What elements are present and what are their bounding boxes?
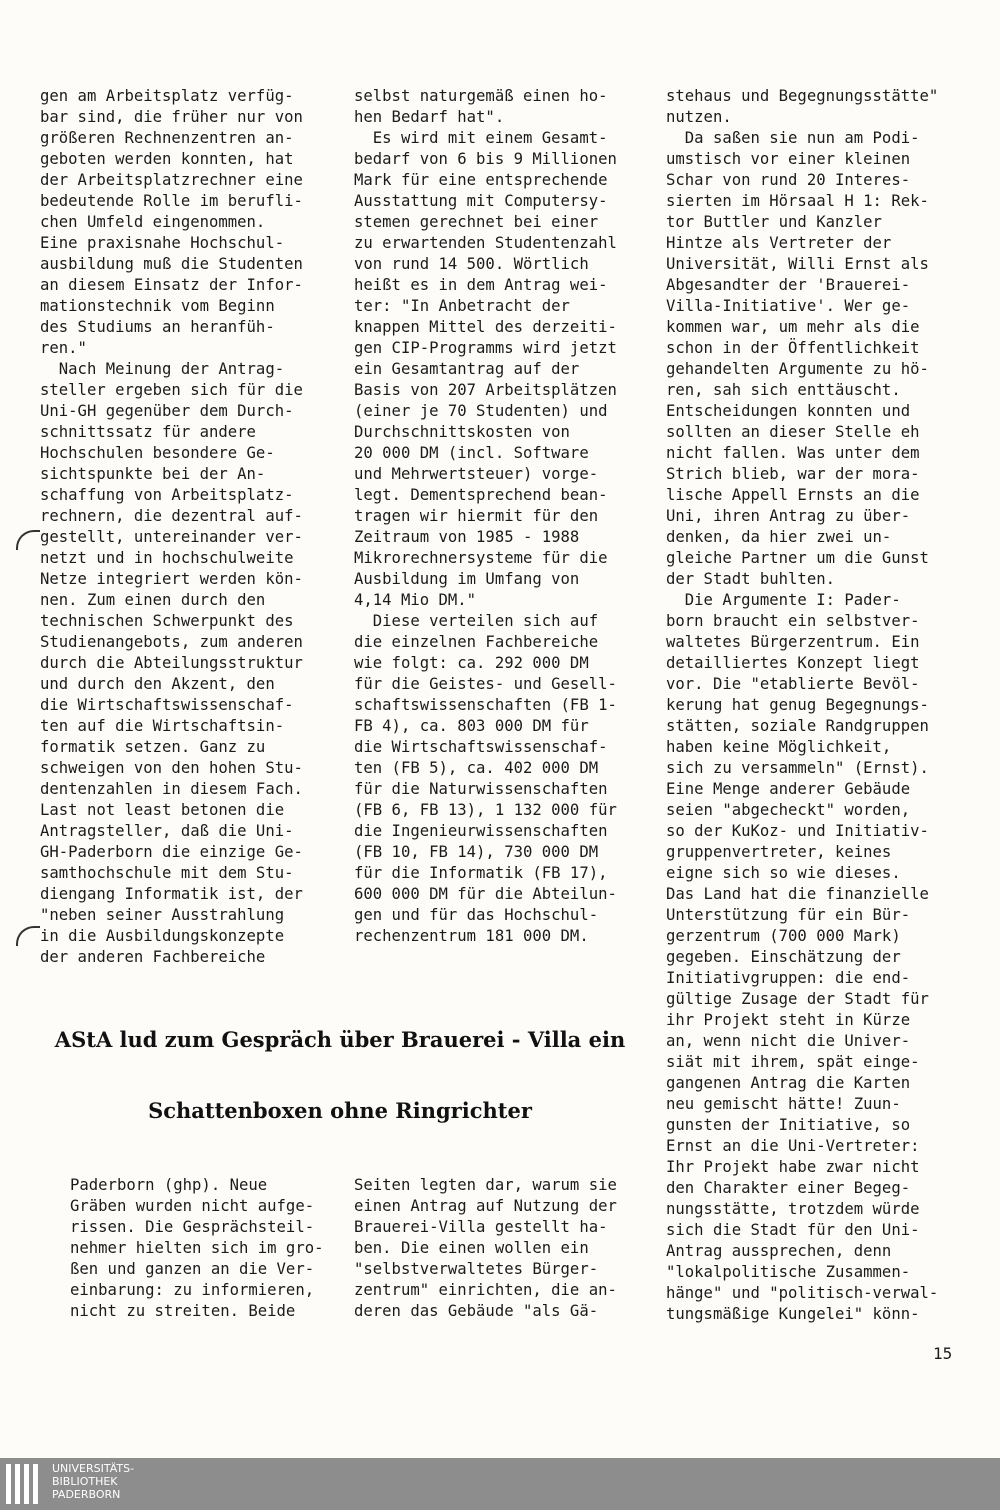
text-line: detailliertes Konzept liegt <box>666 654 920 672</box>
text-line: der anderen Fachbereiche <box>40 948 266 966</box>
text-line: nutzen. <box>666 108 732 126</box>
text-line: Antragsteller, daß die Uni- <box>40 822 294 840</box>
text-line: Basis von 207 Arbeitsplätzen <box>354 381 617 399</box>
text-line: "neben seiner Ausstrahlung <box>40 906 285 924</box>
text-line: denken, da hier zwei un- <box>666 528 892 546</box>
text-line: die Wirtschaftswissenschaf- <box>40 696 294 714</box>
text-line: technischen Schwerpunkt des <box>40 612 294 630</box>
library-name <box>52 1462 134 1501</box>
text-line: Schar von rund 20 Interes- <box>666 171 911 189</box>
text-line: Studienangebots, zum anderen <box>40 633 303 651</box>
text-line: ßen und ganzen an die Ver- <box>70 1260 315 1278</box>
text-line: "lokalpolitische Zusammen- <box>666 1263 911 1281</box>
text-line: gruppenvertreter, keines <box>666 843 892 861</box>
text-line: Da saßen sie nun am Podi- <box>666 129 920 147</box>
text-line: (FB 6, FB 13), 1 132 000 für <box>354 801 617 819</box>
text-line: Nach Meinung der Antrag- <box>40 360 285 378</box>
text-line: heißt es in dem Antrag wei- <box>354 276 608 294</box>
text-line: bedeutende Rolle im berufli- <box>40 192 303 210</box>
text-line: eigne sich so wie dieses. <box>666 864 901 882</box>
text-line: siät mit ihrem, spät einge- <box>666 1053 920 1071</box>
text-line: Gräben wurden nicht aufge- <box>70 1197 315 1215</box>
text-line: größeren Rechnenzentren an- <box>40 129 294 147</box>
text-line: für die Geistes- und Gesell- <box>354 675 617 693</box>
text-line: schweigen von den hohen Stu- <box>40 759 303 777</box>
text-line: wie folgt: ca. 292 000 DM <box>354 654 589 672</box>
text-line: chen Umfeld eingenommen. <box>40 213 266 231</box>
text-line: gen CIP-Programms wird jetzt <box>354 339 617 357</box>
text-line: Netze integriert werden kön- <box>40 570 303 588</box>
text-line: gültige Zusage der Stadt für <box>666 990 929 1008</box>
text-line: knappen Mittel des derzeiti- <box>354 318 617 336</box>
text-line: tungsmäßige Kungelei" könn- <box>666 1305 920 1323</box>
library-logo-icon <box>6 1464 46 1504</box>
text-line: so der KuKoz- und Initiativ- <box>666 822 929 840</box>
text-line: gleiche Partner um die Gunst <box>666 549 929 567</box>
text-line: haben keine Möglichkeit, <box>666 738 892 756</box>
text-line: Ausstattung mit Computersy- <box>354 192 608 210</box>
text-line: stemen gerechnet bei einer <box>354 213 599 231</box>
text-line: gestellt, untereinander ver- <box>40 528 303 546</box>
text-line: für die Informatik (FB 17), <box>354 864 608 882</box>
article-kicker: AStA lud zum Gespräch über Brauerei - Villa ein <box>54 1027 626 1052</box>
text-line: ausbildung muß die Studenten <box>40 255 303 273</box>
text-line: schaffung von Arbeitsplatz- <box>40 486 294 504</box>
column-left <box>40 86 340 968</box>
text-line: tragen wir hiermit für den <box>354 507 599 525</box>
text-line: neu gemischt hätte! Zuun- <box>666 1095 901 1113</box>
text-line: nen. Zum einen durch den <box>40 591 266 609</box>
text-line: Durchschnittskosten von <box>354 423 570 441</box>
text-line: sollten an dieser Stelle eh <box>666 423 920 441</box>
text-line: der Stadt buhlten. <box>666 570 835 588</box>
library-name-line: PADERBORN <box>52 1488 121 1501</box>
text-line: kerung hat genug Begegnungs- <box>666 696 929 714</box>
text-line: in die Ausbildungskonzepte <box>40 927 285 945</box>
text-line: für die Naturwissenschaften <box>354 780 608 798</box>
text-line: hen Bedarf hat". <box>354 108 505 126</box>
text-line: selbst naturgemäß einen ho- <box>354 87 608 105</box>
text-line: sich die Stadt für den Uni- <box>666 1221 920 1239</box>
text-line: hänge" und "politisch-verwal- <box>666 1284 939 1302</box>
library-footer <box>0 1458 1000 1510</box>
text-line: Hintze als Vertreter der <box>666 234 892 252</box>
text-line: gehandelten Argumente zu hö- <box>666 360 929 378</box>
text-line: 600 000 DM für die Abteilun- <box>354 885 617 903</box>
text-line: schnittssatz für andere <box>40 423 256 441</box>
text-line: Ausbildung im Umfang von <box>354 570 580 588</box>
text-line: rechenzentrum 181 000 DM. <box>354 927 589 945</box>
text-line: Ernst an die Uni-Vertreter: <box>666 1137 920 1155</box>
text-line: nungsstätte, trotzdem würde <box>666 1200 920 1218</box>
text-line: an diesem Einsatz der Infor- <box>40 276 303 294</box>
text-line: Zeitraum von 1985 - 1988 <box>354 528 580 546</box>
library-name-line: BIBLIOTHEK <box>52 1475 118 1488</box>
text-line: born braucht ein selbstver- <box>666 612 920 630</box>
text-line: sichtspunkte bei der An- <box>40 465 266 483</box>
text-line: gen und für das Hochschul- <box>354 906 599 924</box>
text-line: 20 000 DM (incl. Software <box>354 444 589 462</box>
text-line: nicht zu streiten. Beide <box>70 1302 296 1320</box>
text-line: legt. Dementsprechend bean- <box>354 486 608 504</box>
text-line: gerzentrum (700 000 Mark) <box>666 927 901 945</box>
text-line: des Studiums an heranfüh- <box>40 318 275 336</box>
text-line: nicht fallen. Was unter dem <box>666 444 920 462</box>
text-line: einbarung: zu informieren, <box>70 1281 315 1299</box>
text-line: tor Buttler und Kanzler <box>666 213 882 231</box>
text-line: ren." <box>40 339 87 357</box>
text-line: samthochschule mit dem Stu- <box>40 864 294 882</box>
text-line: Brauerei-Villa gestellt ha- <box>354 1218 608 1236</box>
text-line: vor. Die "etablierte Bevöl- <box>666 675 920 693</box>
text-line: Das Land hat die finanzielle <box>666 885 929 903</box>
text-line: mationstechnik vom Beginn <box>40 297 275 315</box>
text-line: Paderborn (ghp). Neue <box>70 1176 268 1194</box>
text-line: lische Appell Ernsts an die <box>666 486 920 504</box>
text-line: Abgesandter der 'Brauerei- <box>666 276 911 294</box>
text-line: die Ingenieurwissenschaften <box>354 822 608 840</box>
text-line: Universität, Willi Ernst als <box>666 255 929 273</box>
text-line: und durch den Akzent, den <box>40 675 275 693</box>
text-line: Antrag aussprechen, denn <box>666 1242 892 1260</box>
text-line: Eine praxisnahe Hochschul- <box>40 234 285 252</box>
text-line: durch die Abteilungsstruktur <box>40 654 303 672</box>
text-line: gangenen Antrag die Karten <box>666 1074 911 1092</box>
text-line: kommen war, um mehr als die <box>666 318 920 336</box>
text-line: Strich blieb, war der mora- <box>666 465 920 483</box>
text-line: gen am Arbeitsplatz verfüg- <box>40 87 294 105</box>
text-line: rissen. Die Gesprächsteil- <box>70 1218 315 1236</box>
text-line: ten auf die Wirtschaftsin- <box>40 717 285 735</box>
column-middle <box>354 86 654 947</box>
article-column-middle <box>354 1175 654 1322</box>
page-number: 15 <box>933 1344 953 1363</box>
text-line: diengang Informatik ist, der <box>40 885 303 903</box>
text-line: an, wenn nicht die Univer- <box>666 1032 911 1050</box>
punch-hole-mark <box>16 926 40 946</box>
article-title: Schattenboxen ohne Ringrichter <box>148 1098 532 1123</box>
library-name-line: UNIVERSITÄTS- <box>52 1462 135 1475</box>
text-line: Die Argumente I: Pader- <box>666 591 901 609</box>
text-line: Uni, ihren Antrag zu über- <box>666 507 911 525</box>
text-line: schon in der Öffentlichkeit <box>666 339 920 357</box>
text-line: ter: "In Anbetracht der <box>354 297 570 315</box>
text-line: Ihr Projekt habe zwar nicht <box>666 1158 920 1176</box>
text-line: waltetes Bürgerzentrum. Ein <box>666 633 920 651</box>
text-line: Eine Menge anderer Gebäude <box>666 780 911 798</box>
text-line: Entscheidungen konnten und <box>666 402 911 420</box>
text-line: die Wirtschaftswissenschaf- <box>354 738 608 756</box>
text-line: einen Antrag auf Nutzung der <box>354 1197 617 1215</box>
text-line: ren, sah sich enttäuscht. <box>666 381 901 399</box>
text-line: Mikrorechnersysteme für die <box>354 549 608 567</box>
text-line: 4,14 Mio DM." <box>354 591 477 609</box>
text-line: Diese verteilen sich auf <box>354 612 599 630</box>
text-line: "selbstverwaltetes Bürger- <box>354 1260 599 1278</box>
text-line: den Charakter einer Begeg- <box>666 1179 911 1197</box>
text-line: Hochschulen besondere Ge- <box>40 444 275 462</box>
text-line: (einer je 70 Studenten) und <box>354 402 608 420</box>
text-line: dentenzahlen in diesem Fach. <box>40 780 303 798</box>
text-line: ben. Die einen wollen ein <box>354 1239 589 1257</box>
text-line: ten (FB 5), ca. 402 000 DM <box>354 759 599 777</box>
text-line: zentrum" einrichten, die an- <box>354 1281 617 1299</box>
text-line: (FB 10, FB 14), 730 000 DM <box>354 843 599 861</box>
text-line: netzt und in hochschulweite <box>40 549 294 567</box>
text-line: und Mehrwertsteuer) vorge- <box>354 465 599 483</box>
column-right <box>666 86 966 1336</box>
text-line: Es wird mit einem Gesamt- <box>354 129 608 147</box>
text-line: von rund 14 500. Wörtlich <box>354 255 589 273</box>
text-line: sierten im Hörsaal H 1: Rek- <box>666 192 929 210</box>
text-line: Mark für eine entsprechende <box>354 171 608 189</box>
text-line: schaftswissenschaften (FB 1- <box>354 696 617 714</box>
text-line: Last not least betonen die <box>40 801 285 819</box>
text-line: der Arbeitsplatzrechner eine <box>40 171 303 189</box>
text-line: geboten werden konnten, hat <box>40 150 294 168</box>
text-line: ein Gesamtantrag auf der <box>354 360 580 378</box>
text-line: steller ergeben sich für die <box>40 381 303 399</box>
text-line: Unterstützung für ein Bür- <box>666 906 911 924</box>
text-line: Villa-Initiative'. Wer ge- <box>666 297 911 315</box>
text-line: Uni-GH gegenüber dem Durch- <box>40 402 294 420</box>
text-line: die einzelnen Fachbereiche <box>354 633 599 651</box>
text-line: deren das Gebäude "als Gä- <box>354 1302 599 1320</box>
text-line: FB 4), ca. 803 000 DM für <box>354 717 589 735</box>
text-line: nehmer hielten sich im gro- <box>70 1239 324 1257</box>
text-line: gegeben. Einschätzung der <box>666 948 901 966</box>
text-line: bar sind, die früher nur von <box>40 108 303 126</box>
text-line: rechnern, die dezentral auf- <box>40 507 303 525</box>
text-line: stätten, soziale Randgruppen <box>666 717 929 735</box>
text-line: zu erwartenden Studentenzahl <box>354 234 617 252</box>
article-column-left <box>70 1175 370 1322</box>
text-line: gunsten der Initiative, so <box>666 1116 911 1134</box>
text-line: sich zu versammeln" (Ernst). <box>666 759 929 777</box>
text-line: ihr Projekt steht in Kürze <box>666 1011 911 1029</box>
text-line: Seiten legten dar, warum sie <box>354 1176 617 1194</box>
text-line: umstisch vor einer kleinen <box>666 150 911 168</box>
text-line: stehaus und Begegnungsstätte" <box>666 87 939 105</box>
text-line: bedarf von 6 bis 9 Millionen <box>354 150 617 168</box>
text-line: GH-Paderborn die einzige Ge- <box>40 843 303 861</box>
punch-hole-mark <box>16 530 40 550</box>
text-line: seien "abgecheckt" worden, <box>666 801 911 819</box>
text-line: formatik setzen. Ganz zu <box>40 738 266 756</box>
text-line: Initiativgruppen: die end- <box>666 969 911 987</box>
